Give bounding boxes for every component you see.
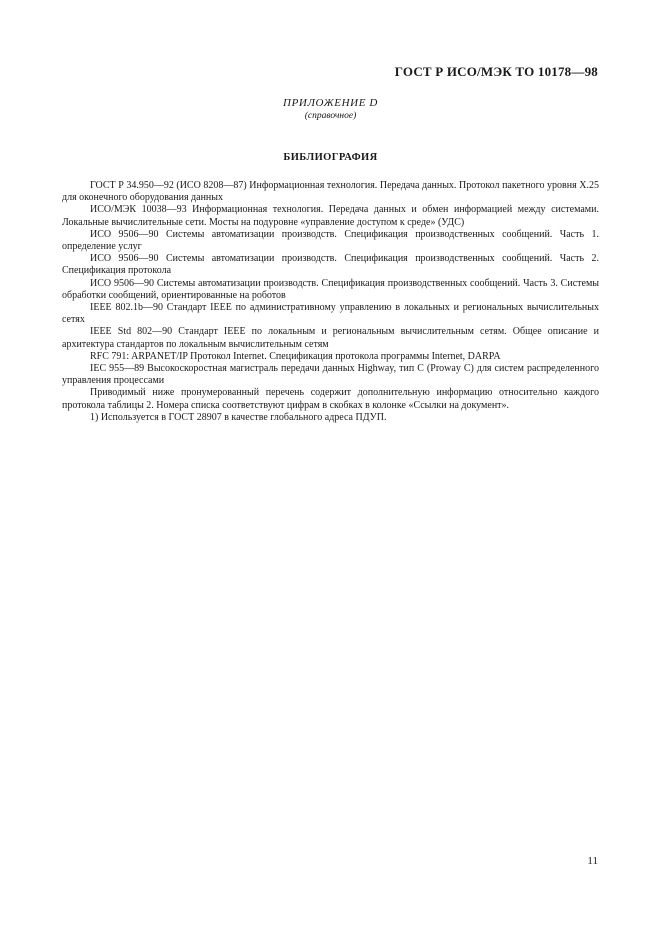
bibliography-entry: RFC 791: ARPANET/IP Протокол Internet. Спецификация протокола программы Internet, DARPA	[90, 350, 501, 362]
bibliography-entry: ГОСТ Р 34.950—92 (ИСО 8208—87) Информационная технология. Передача данных. Протокол пакетного уровня Х.25 для оконечного оборудования данных	[62, 180, 599, 204]
bibliography-entry: ИСО 9506—90 Системы автоматизации производств. Спецификация производственных сообщений. Часть 3. Системы обработки сообщений, ориентированные на роботов	[62, 277, 599, 301]
footnote: 1) Используется в ГОСТ 28907 в качестве глобального адреса ПДУП.	[90, 411, 387, 423]
bibliography-body	[62, 180, 599, 424]
page-number: 11	[587, 855, 598, 867]
explanatory-paragraph: Приводимый ниже пронумерованный перечень содержит дополнительную информацию относительно каждого протокола таблицы 2. Номера списка соответствуют цифрам в скобках в колонке «Ссылки на документ».	[62, 387, 599, 411]
bibliography-heading: БИБЛИОГРАФИЯ	[283, 152, 378, 163]
appendix-heading	[0, 97, 661, 122]
appendix-subtitle: (справочное)	[304, 111, 357, 121]
bibliography-entry: IEEE 802.1b—90 Стандарт IEEE по административному управлению в локальных и региональных вычислительных сетях	[62, 302, 599, 326]
bibliography-entry: IEEE Std 802—90 Стандарт IEEE по локальным и региональным вычислительным сетям. Общее описание и архитектура стандартов по локальным вычислительным сетям	[62, 326, 599, 350]
bibliography-entry: ИСО/МЭК 10038—93 Информационная технология. Передача данных и обмен информацией между системами. Локальные вычислительные сети. Мосты на подуровне «управление доступом к среде» (УДС)	[62, 204, 599, 228]
bibliography-entry: ИСО 9506—90 Системы автоматизации производств. Спецификация производственных сообщений. Часть 1. определение услуг	[62, 228, 599, 253]
appendix-title: ПРИЛОЖЕНИЕ D	[283, 97, 378, 109]
document-header: ГОСТ Р ИСО/МЭК ТО 10178—98	[394, 64, 598, 79]
bibliography-entry: IEC 955—89 Высокоскоростная магистраль передачи данных Highway, тип С (Proway С) для систем распределенного управления процессами	[62, 363, 599, 387]
bibliography-entry: ИСО 9506—90 Системы автоматизации производств. Спецификация производственных сообщений. Часть 2. Спецификация протокола	[62, 253, 599, 277]
